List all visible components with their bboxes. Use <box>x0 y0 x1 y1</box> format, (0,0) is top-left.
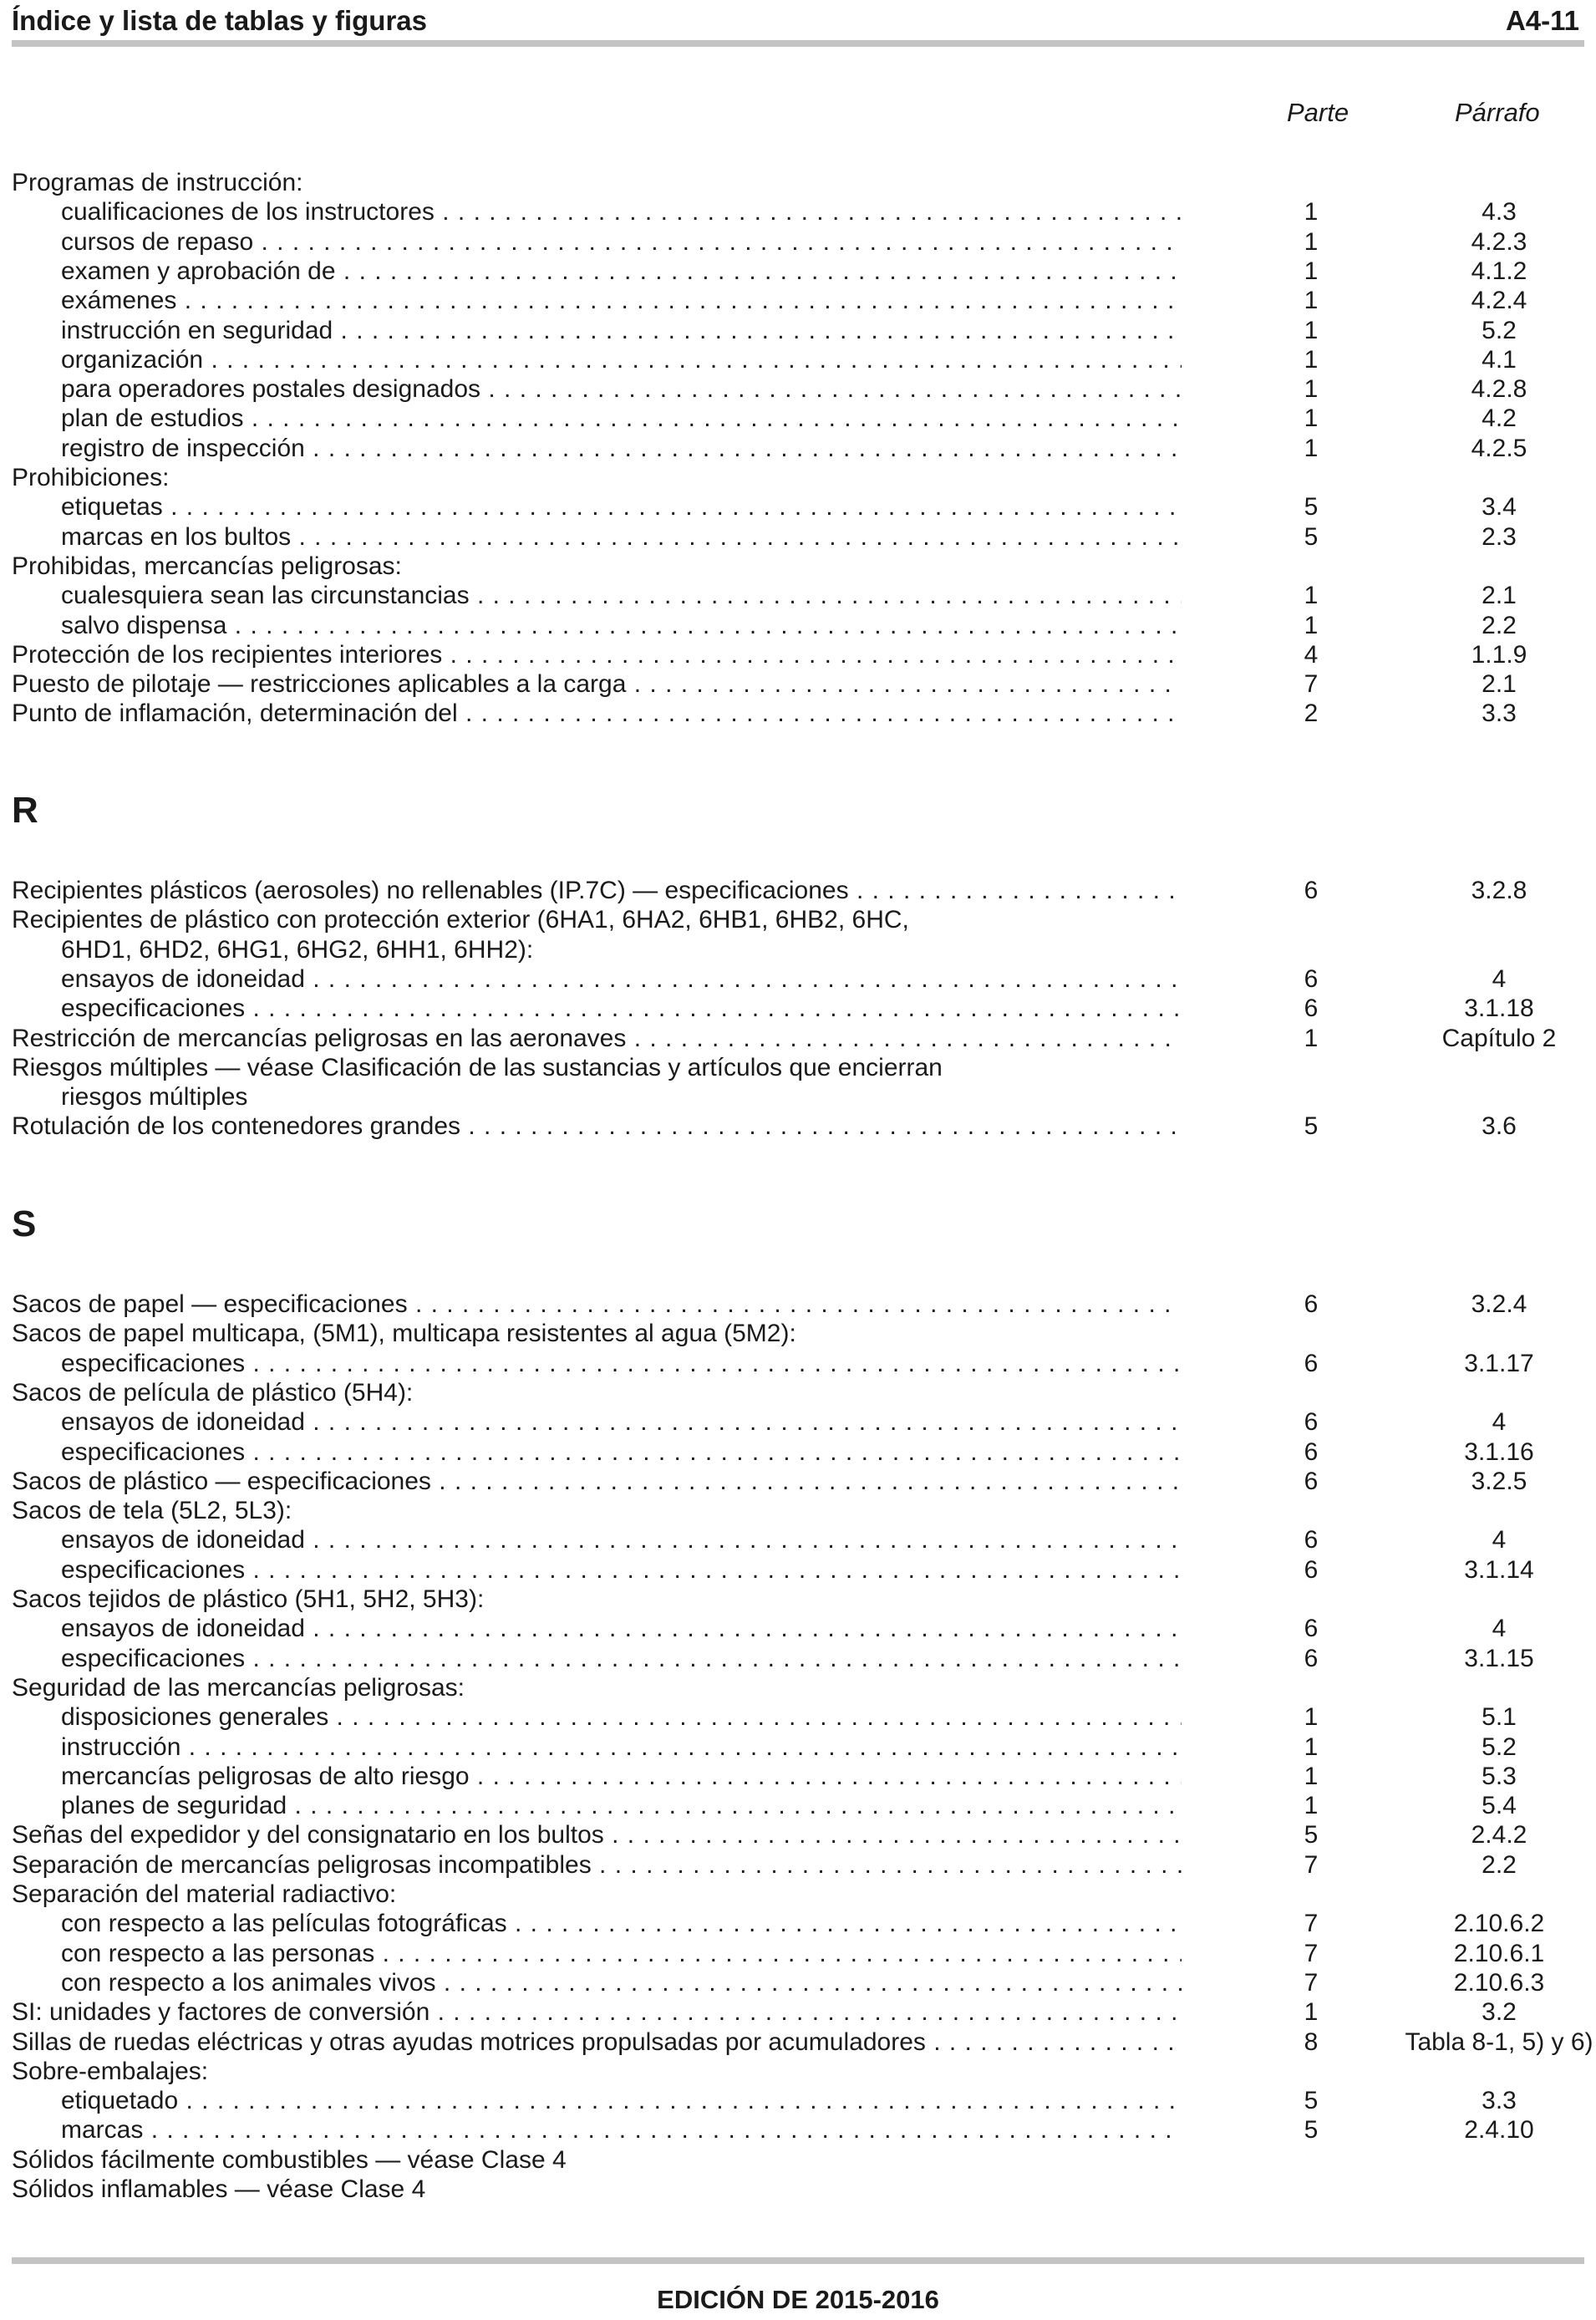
entry-parte: 2 <box>1304 700 1319 728</box>
entry-label: disposiciones generales . . . <box>61 1702 1182 1732</box>
index-entry <box>12 1407 1596 1437</box>
entry-parrafo: 2.2 <box>1482 1850 1517 1879</box>
entry-parrafo: 2.10.6.1 <box>1453 1939 1545 1967</box>
index-entry <box>12 1496 1596 1525</box>
entry-parrafo: Tabla 8-1, 5) y 6) <box>1405 2027 1593 2056</box>
entry-parrafo: 3.1.14 <box>1464 1555 1534 1584</box>
entry-parrafo: 3.1.17 <box>1464 1349 1534 1377</box>
index-entry <box>12 1644 1596 1673</box>
entry-label: Programas de instrucción: <box>12 169 303 196</box>
entry-parrafo: 3.3 <box>1482 2087 1517 2115</box>
index-entry <box>12 1053 1596 1082</box>
entry-parte: 1 <box>1304 316 1319 344</box>
index-entry <box>12 316 1596 345</box>
index-entry <box>12 404 1596 433</box>
entry-label: especificaciones . . . <box>61 1437 1182 1467</box>
index-entry <box>12 2027 1596 2057</box>
entry-parrafo: 4.2.4 <box>1471 287 1527 315</box>
index-entry <box>12 1319 1596 1348</box>
entry-parrafo: 4.2.3 <box>1471 227 1527 256</box>
entry-parte: 4 <box>1304 640 1319 669</box>
index-entry <box>12 345 1596 374</box>
entry-label: etiquetas . . . <box>61 492 1182 521</box>
entry-parte: 5 <box>1304 1821 1319 1849</box>
entry-parte: 1 <box>1304 582 1319 610</box>
footer-rule <box>12 2257 1584 2264</box>
entry-label: Sacos tejidos de plástico (5H1, 5H2, 5H3): <box>12 1585 485 1613</box>
entry-label: Seguridad de las mercancías peligrosas: <box>12 1673 465 1702</box>
index-entry <box>12 1349 1596 1378</box>
entry-parrafo: 3.6 <box>1482 1112 1517 1141</box>
entry-label: organización . . . <box>61 345 1182 374</box>
entry-parte: 7 <box>1304 1968 1319 1997</box>
entry-parte: 1 <box>1304 434 1319 462</box>
section-letter: S <box>12 1203 37 1244</box>
entry-parte: 5 <box>1304 522 1319 551</box>
entry-label: Señas del expedidor y del consignatario en los bultos . . . <box>12 1820 1182 1849</box>
page-header <box>12 0 1584 47</box>
index-entry <box>12 699 1596 728</box>
entry-parrafo: 3.3 <box>1482 700 1517 728</box>
entry-label: cualesquiera sean las circunstancias . . . <box>61 581 1182 610</box>
entry-label: Prohibiciones: <box>12 464 170 491</box>
entry-parte: 7 <box>1304 670 1319 699</box>
entry-parte: 5 <box>1304 1112 1319 1141</box>
entry-parrafo: 2.10.6.3 <box>1453 1968 1545 1997</box>
entry-label: Sillas de ruedas eléctricas y otras ayudas motrices propulsadas por acumuladores . . . <box>12 2027 1182 2057</box>
entry-label: Puesto de pilotaje — restricciones aplicables a la carga . . . <box>12 669 1182 699</box>
entry-parte: 7 <box>1304 1850 1319 1879</box>
index-entry <box>12 1378 1596 1407</box>
entry-parrafo: 5.3 <box>1482 1762 1517 1790</box>
entry-parte: 1 <box>1304 227 1319 256</box>
entry-label: planes de seguridad . . . <box>61 1791 1182 1820</box>
entry-parrafo: 4.1 <box>1482 345 1517 374</box>
entry-parrafo: 2.3 <box>1482 522 1517 551</box>
entry-label: cualificaciones de los instructores . . . <box>61 197 1182 226</box>
index-entry <box>12 286 1596 315</box>
index-entry <box>12 434 1596 463</box>
entry-parrafo: 2.4.2 <box>1471 1821 1527 1849</box>
entry-label: riesgos múltiples <box>61 1083 248 1112</box>
entry-parte: 6 <box>1304 964 1319 993</box>
index-entry <box>12 1437 1596 1467</box>
entry-parte: 6 <box>1304 1555 1319 1584</box>
entry-label: marcas en los bultos . . . <box>61 522 1182 552</box>
entry-label: especificaciones . . . <box>61 1349 1182 1378</box>
index-entry <box>12 905 1596 934</box>
entry-parrafo: 3.2.4 <box>1471 1290 1527 1318</box>
column-header-parte: Parte <box>1287 98 1349 127</box>
entry-label: especificaciones . . . <box>61 994 1182 1023</box>
entry-parrafo: 3.1.15 <box>1464 1644 1534 1672</box>
entry-label: Sólidos inflamables — véase Clase 4 <box>12 2175 426 2203</box>
entry-parte: 7 <box>1304 1939 1319 1967</box>
entry-label: ensayos de idoneidad . . . <box>61 964 1182 994</box>
entry-label: Separación de mercancías peligrosas incompatibles . . . <box>12 1850 1182 1880</box>
entry-label: con respecto a las personas . . . <box>61 1939 1182 1968</box>
index-entry <box>12 1290 1596 1319</box>
entry-parrafo: 4.2.8 <box>1471 375 1527 404</box>
entry-parte: 1 <box>1304 1792 1319 1820</box>
entry-parrafo: 2.1 <box>1482 670 1517 699</box>
index-entry <box>12 1939 1596 1968</box>
entry-label: Separación del material radiactivo: <box>12 1880 397 1908</box>
index-entry <box>12 2175 1596 2204</box>
index-entry <box>12 2145 1596 2175</box>
entry-parte: 1 <box>1304 1732 1319 1761</box>
entry-parrafo: 2.1 <box>1482 582 1517 610</box>
entry-parrafo: 5.4 <box>1482 1792 1517 1820</box>
entry-parte: 6 <box>1304 995 1319 1023</box>
index-entry <box>12 197 1596 226</box>
entry-parrafo: 3.1.18 <box>1464 995 1534 1023</box>
entry-parrafo: 4 <box>1492 1615 1507 1643</box>
entry-label: Recipientes plásticos (aerosoles) no rellenables (IP.7C) — especificaciones . . . <box>12 876 1182 905</box>
entry-label: etiquetado . . . <box>61 2086 1182 2115</box>
entry-parte: 6 <box>1304 1615 1319 1643</box>
entry-label: Sacos de papel multicapa, (5M1), multicapa resistentes al agua (5M2): <box>12 1320 796 1348</box>
index-entry <box>12 1732 1596 1762</box>
entry-label: exámenes . . . <box>61 286 1182 315</box>
entry-label: registro de inspección . . . <box>61 434 1182 463</box>
index-entry <box>12 994 1596 1023</box>
entry-parte: 8 <box>1304 2027 1319 2056</box>
entry-label: salvo dispensa . . . <box>61 611 1182 640</box>
header-page-number: A4-11 <box>1505 5 1579 36</box>
column-header-parrafo: Párrafo <box>1455 98 1540 127</box>
header-title: Índice y lista de tablas y figuras <box>12 5 428 36</box>
index-entry <box>12 611 1596 640</box>
entry-parrafo: 4 <box>1492 1408 1507 1437</box>
entry-parte: 1 <box>1304 375 1319 404</box>
index-entry <box>12 1702 1596 1732</box>
entry-label: Restricción de mercancías peligrosas en las aeronaves . . . <box>12 1024 1182 1053</box>
entry-parte: 5 <box>1304 2087 1319 2115</box>
index-entry <box>12 1585 1596 1614</box>
entry-parrafo: 5.2 <box>1482 316 1517 344</box>
entry-parte: 6 <box>1304 1467 1319 1495</box>
entry-label: Sacos de película de plástico (5H4): <box>12 1378 414 1407</box>
index-entry <box>12 1112 1596 1141</box>
index-entry <box>12 492 1596 521</box>
entry-label: Recipientes de plástico con protección exterior (6HA1, 6HA2, 6HB1, 6HB2, 6HC, <box>12 906 909 934</box>
index-entry <box>12 1555 1596 1585</box>
entry-parrafo: 3.2.8 <box>1471 877 1527 904</box>
entry-label: ensayos de idoneidad . . . <box>61 1525 1182 1554</box>
entry-label: con respecto a las películas fotográficas . . . <box>61 1909 1182 1938</box>
entry-parrafo: 1.1.9 <box>1471 640 1527 669</box>
index-entry <box>12 1850 1596 1880</box>
entry-label: Protección de los recipientes interiores . . . <box>12 640 1182 669</box>
index-entry <box>12 2086 1596 2115</box>
entry-parte: 1 <box>1304 345 1319 374</box>
entry-parrafo: 3.1.16 <box>1464 1437 1534 1466</box>
entry-label: Punto de inflamación, determinación del . . . <box>12 699 1182 728</box>
entry-parrafo: 3.2 <box>1482 1998 1517 2027</box>
entry-label: ensayos de idoneidad . . . <box>61 1614 1182 1643</box>
entry-label: Sólidos fácilmente combustibles — véase Clase 4 <box>12 2145 567 2174</box>
entry-label: examen y aprobación de . . . <box>61 257 1182 286</box>
entry-parrafo: 4.2.5 <box>1471 434 1527 462</box>
entry-label: especificaciones . . . <box>61 1644 1182 1673</box>
footer-edition: EDICIÓN DE 2015-2016 <box>657 2285 939 2314</box>
entry-label: especificaciones . . . <box>61 1555 1182 1585</box>
entry-parrafo: 5.1 <box>1482 1703 1517 1732</box>
entry-label: ensayos de idoneidad . . . <box>61 1407 1182 1437</box>
entry-label: Sacos de papel — especificaciones . . . <box>12 1290 1182 1319</box>
index-entry <box>12 552 1596 581</box>
index-entry <box>12 1525 1596 1554</box>
entry-label: instrucción en seguridad . . . <box>61 316 1182 345</box>
entry-label: marcas . . . <box>61 2115 1182 2144</box>
entry-label: Sobre-embalajes: <box>12 2057 209 2085</box>
entry-label: con respecto a los animales vivos . . . <box>61 1968 1182 1997</box>
entry-parte: 6 <box>1304 1349 1319 1377</box>
entry-label: Sacos de plástico — especificaciones . . . <box>12 1467 1182 1496</box>
entry-label: Prohibidas, mercancías peligrosas: <box>12 552 402 580</box>
entry-label: plan de estudios . . . <box>61 404 1182 433</box>
index-entry <box>12 1614 1596 1643</box>
entry-label: cursos de repaso . . . <box>61 227 1182 257</box>
entry-parte: 1 <box>1304 1024 1319 1052</box>
index-entry <box>12 1997 1596 2027</box>
entry-label: mercancías peligrosas de alto riesgo . . . <box>61 1762 1182 1791</box>
index-entry <box>12 1820 1596 1849</box>
entry-parte: 1 <box>1304 1762 1319 1790</box>
entry-parte: 6 <box>1304 1408 1319 1437</box>
index-entry <box>12 2057 1596 2086</box>
entry-parrafo: 4 <box>1492 1526 1507 1554</box>
entry-parrafo: 4.2 <box>1482 404 1517 433</box>
index-entry <box>12 1968 1596 1997</box>
entry-label: Rotulación de los contenedores grandes . . . <box>12 1112 1182 1141</box>
entry-parte: 6 <box>1304 1526 1319 1554</box>
entry-parrafo: 5.2 <box>1482 1732 1517 1761</box>
index-entry <box>12 2115 1596 2144</box>
index-entry <box>12 1024 1596 1053</box>
entry-label: 6HD1, 6HD2, 6HG1, 6HG2, 6HH1, 6HH2): <box>61 935 534 964</box>
entry-parrafo: 3.2.5 <box>1471 1467 1527 1495</box>
entry-parte: 1 <box>1304 404 1319 433</box>
entry-parte: 6 <box>1304 877 1319 904</box>
entry-label: Sacos de tela (5L2, 5L3): <box>12 1497 292 1525</box>
index-entry <box>12 669 1596 699</box>
index-entry <box>12 168 1596 197</box>
entry-parrafo: 4 <box>1492 964 1507 993</box>
entry-parte: 6 <box>1304 1644 1319 1672</box>
index-entry <box>12 1673 1596 1702</box>
entry-parrafo: 4.3 <box>1482 198 1517 226</box>
entry-parrafo: 3.4 <box>1482 493 1517 521</box>
index-entry <box>12 463 1596 492</box>
entry-parrafo: Capítulo 2 <box>1441 1024 1557 1052</box>
index-entry <box>12 227 1596 257</box>
index-entry <box>12 964 1596 994</box>
entry-parte: 1 <box>1304 611 1319 639</box>
entry-parte: 1 <box>1304 198 1319 226</box>
index-entry <box>12 640 1596 669</box>
entry-parte: 1 <box>1304 1703 1319 1732</box>
entry-parte: 6 <box>1304 1437 1319 1466</box>
index-entry <box>12 1467 1596 1496</box>
index-entry <box>12 1762 1596 1791</box>
index-entry <box>12 1082 1596 1112</box>
index-entry <box>12 1791 1596 1820</box>
entry-parte: 5 <box>1304 493 1319 521</box>
entry-parrafo: 2.10.6.2 <box>1453 1910 1545 1938</box>
index-entry <box>12 876 1596 905</box>
index-entry <box>12 522 1596 552</box>
entry-parrafo: 4.1.2 <box>1471 257 1527 285</box>
entry-parrafo: 2.4.10 <box>1464 2116 1534 2144</box>
section-letter: R <box>12 790 38 831</box>
entry-parrafo: 2.2 <box>1482 611 1517 639</box>
entry-label: Riesgos múltiples — véase Clasificación de las sustancias y artículos que encierran <box>12 1053 943 1081</box>
entry-label: para operadores postales designados . . . <box>61 374 1182 404</box>
index-entry <box>12 374 1596 404</box>
index-entry <box>12 257 1596 286</box>
entry-parte: 1 <box>1304 287 1319 315</box>
entry-parte: 5 <box>1304 2116 1319 2144</box>
entry-parte: 7 <box>1304 1910 1319 1938</box>
entry-label: SI: unidades y factores de conversión . . . <box>12 1997 1182 2027</box>
entry-label: instrucción . . . <box>61 1732 1182 1762</box>
index-entry <box>12 1909 1596 1938</box>
entry-parte: 6 <box>1304 1290 1319 1318</box>
entry-parte: 1 <box>1304 1998 1319 2027</box>
entry-parte: 1 <box>1304 257 1319 285</box>
index-entry <box>12 935 1596 964</box>
index-entry <box>12 1880 1596 1909</box>
index-entry <box>12 581 1596 610</box>
